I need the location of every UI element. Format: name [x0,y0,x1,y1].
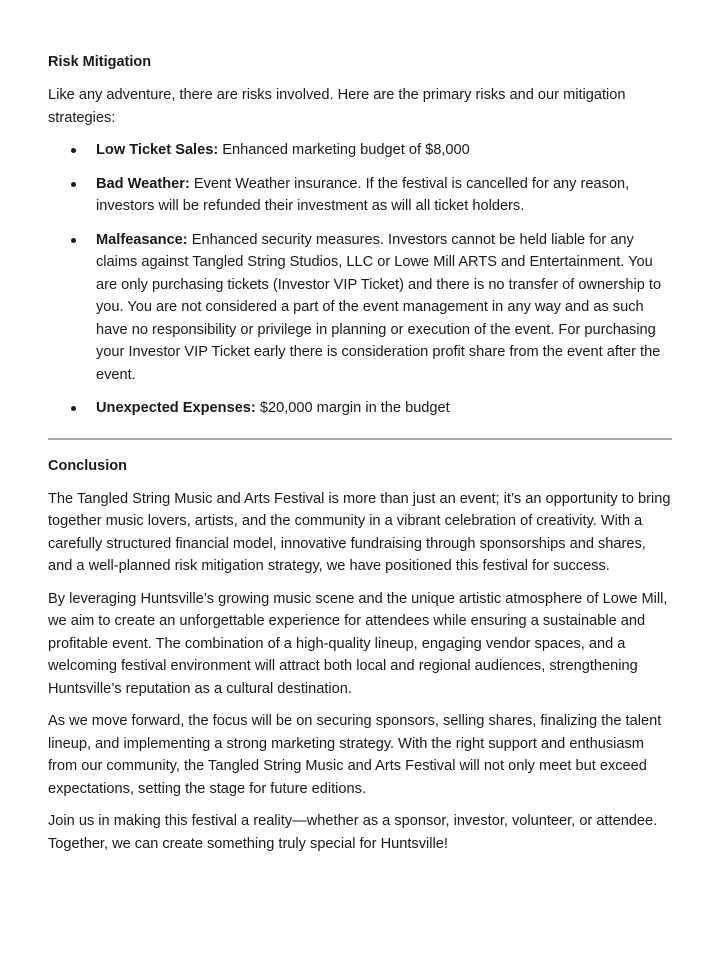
document-page [48,52,672,865]
bullet-icon [71,238,76,243]
conclusion-paragraph-4: Join us in making this festival a reality—whether as a sponsor, investor, volunteer, or attendee. Together, we can create something truly special for Huntsville! [48,813,658,852]
conclusion-section [48,456,672,856]
bullet-icon [71,148,76,153]
risk-mitigation-section [48,52,672,420]
conclusion-paragraph-2: By leveraging Huntsville’s growing music scene and the unique artistic atmosphere of Lowe Mill, we aim to create an unforgettable experience for attendees while ensuring a sustainable and profitable event. The combination of a high-quality lineup, engaging vendor spaces, and a welcoming festival environment will attract both local and regional audiences, strengthening Huntsville’s reputation as a cultural destination. [48,590,668,697]
risk-mitigation-heading: Risk Mitigation [48,54,152,70]
conclusion-heading: Conclusion [48,457,127,474]
risk-term: Malfeasance: [96,231,188,248]
risk-item-bad-weather [48,173,672,218]
bullet-icon [71,182,76,187]
section-divider [48,438,672,440]
risk-description: $20,000 margin in the budget [255,400,450,416]
bullet-icon [71,406,76,411]
risk-item-malfeasance [48,229,672,387]
risk-intro-paragraph: Like any adventure, there are risks involved. Here are the primary risks and our mitigation strategies: [48,87,626,126]
risk-term: Unexpected Expenses: [96,400,256,416]
risk-list [48,139,672,420]
risk-description: Enhanced marketing budget of $8,000 [218,142,470,158]
risk-item-unexpected-expenses [48,397,672,420]
risk-term: Low Ticket Sales: [96,142,219,158]
risk-description: Enhanced security measures. Investors cannot be held liable for any claims against Tangled String Studios, LLC or Lowe Mill ARTS and Entertainment. You are only purchasing tickets (Investor VIP Ticket) and there is no transfer of ownership to you. You are not considered a part of the event management in any way and as such have no responsibility or privilege in planning or execution of the event. For purchasing your Investor VIP Ticket early there is consideration profit share from the event after the event. [96,231,662,383]
risk-description: Event Weather insurance. If the festival is cancelled for any reason, investors will be refunded their investment as will all ticket holders. [96,175,630,214]
conclusion-paragraph-1: The Tangled String Music and Arts Festival is more than just an event; it’s an opportunity to bring together music lovers, artists, and the community in a vibrant celebration of creativity. With a carefully structured financial model, innovative fundraising through sponsorships and shares, and a well-planned risk mitigation strategy, we have positioned this festival for success. [48,490,671,574]
risk-term: Bad Weather: [96,175,190,192]
conclusion-paragraph-3: As we move forward, the focus will be on securing sponsors, selling shares, finalizing the talent lineup, and implementing a strong marketing strategy. With the right support and enthusiasm from our community, the Tangled String Music and Arts Festival will not only meet but exceed expectations, setting the stage for future editions. [48,713,662,797]
risk-item-low-ticket-sales [48,139,672,162]
